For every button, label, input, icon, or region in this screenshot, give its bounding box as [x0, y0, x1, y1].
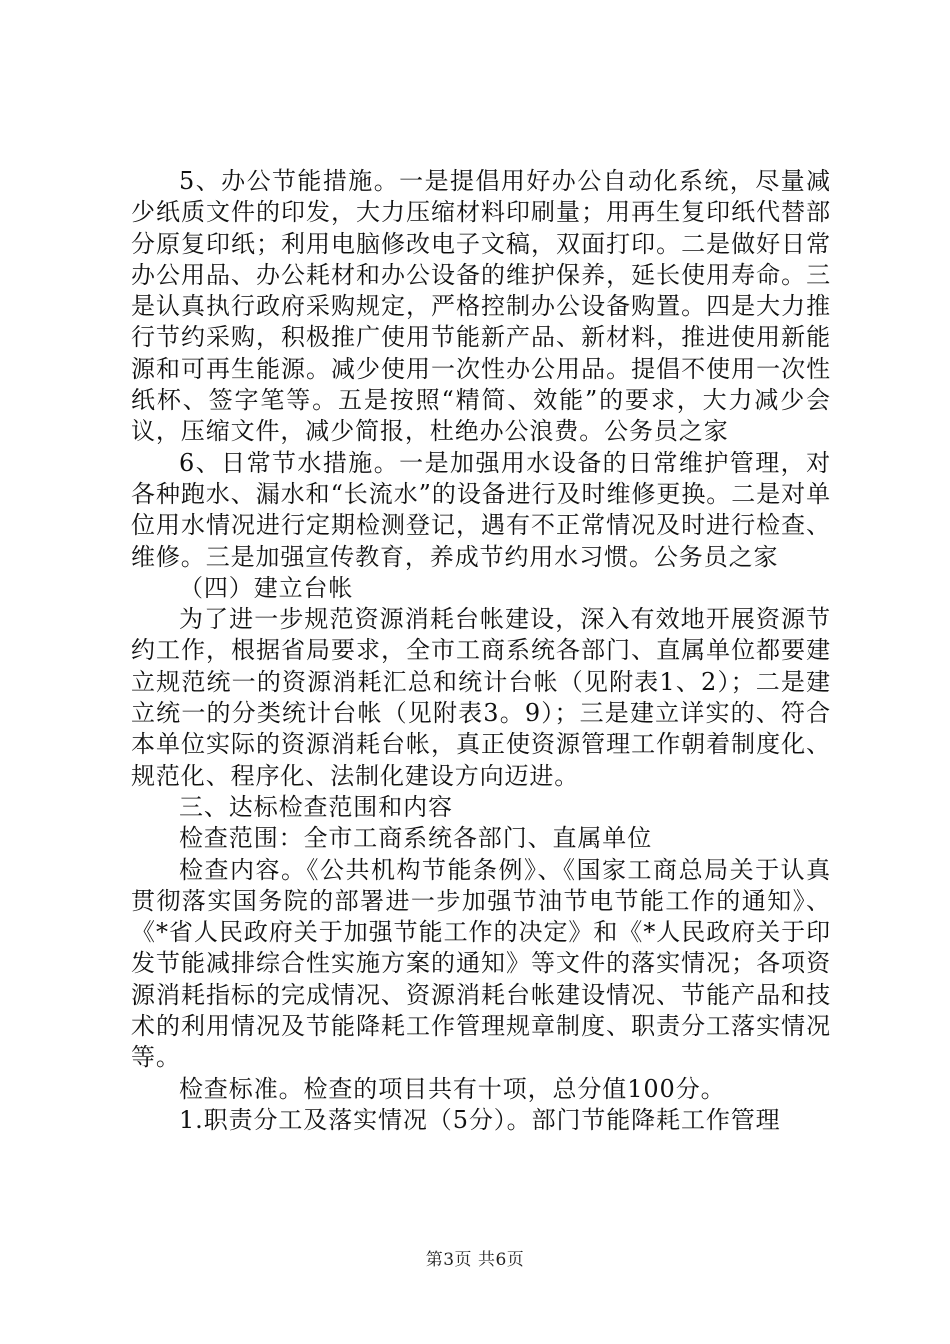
page-number-footer: 第3页 共6页	[425, 1250, 525, 1270]
paragraph-inspection-content: 检查内容。《公共机构节能条例》、《国家工商总局关于认真贯彻落实国务院的部署进一步加强节油节电节能工作的通知》、《*省人民政府关于加强节能工作的决定》和《*人民政府关于印发节能减排综合性实施方案的通知》等文件的落实情况；各项资源消耗指标的完成情况、资源消耗台帐建设情况、节能产品和技术的利用情况及节能降耗工作管理规章制度、职责分工落实情况等。	[131, 855, 831, 1072]
paragraph-water-saving: 6、日常节水措施。一是加强用水设备的日常维护管理，对各种跑水、漏水和“长流水”的设备进行及时维修更换。二是对单位用水情况进行定期检测登记，遇有不正常情况及时进行检查、维修。三是加强宣传教育，养成节约用水习惯。公务员之家	[131, 448, 831, 571]
section-heading-inspection: 三、达标检查范围和内容	[179, 792, 453, 821]
paragraph-item-1: 1.职责分工及落实情况（5分）。部门节能降耗工作管理	[179, 1105, 781, 1134]
paragraph-ledger: 为了进一步规范资源消耗台帐建设，深入有效地开展资源节约工作，根据省局要求，全市工商系统各部门、直属单位都要建立规范统一的资源消耗汇总和统计台帐（见附表1、2）；二是建立统一的分类统计台帐（见附表3。9）；三是建立详实的、符合本单位实际的资源消耗台帐，真正使资源管理工作朝着制度化、规范化、程序化、法制化建设方向迈进。	[131, 605, 831, 790]
document-body	[131, 166, 831, 1136]
section-heading-ledger: （四）建立台帐	[179, 573, 354, 602]
paragraph-office-energy-saving: 5、办公节能措施。一是提倡用好办公自动化系统，尽量减少纸质文件的印发，大力压缩材料印刷量；用再生复印纸代替部分原复印纸；利用电脑修改电子文稿，双面打印。二是做好日常办公用品、办公耗材和办公设备的维护保养，延长使用寿命。三是认真执行政府采购规定，严格控制办公设备购置。四是大力推行节约采购，积极推广使用节能新产品、新材料，推进使用新能源和可再生能源。减少使用一次性办公用品。提倡不使用一次性纸杯、签字笔等。五是按照“精简、效能”的要求，大力减少会议，压缩文件，减少简报，杜绝办公浪费。公务员之家	[131, 167, 831, 446]
paragraph-inspection-standard: 检查标准。检查的项目共有十项，总分值100分。	[179, 1074, 726, 1103]
paragraph-inspection-scope: 检查范围：全市工商系统各部门、直属单位	[179, 824, 653, 853]
